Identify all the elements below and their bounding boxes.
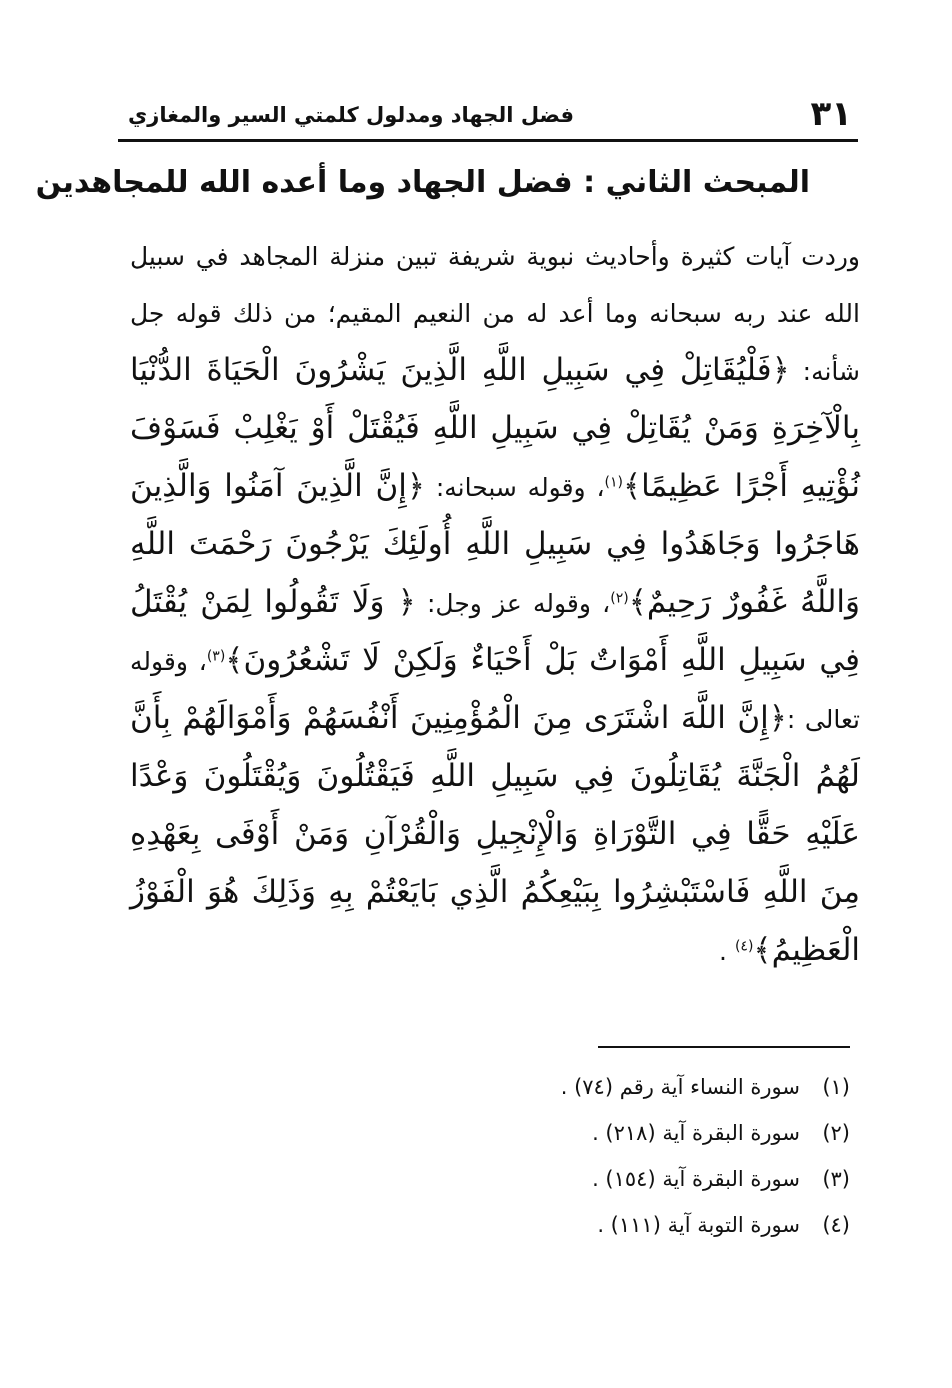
footnote-number: (٤)	[822, 1213, 850, 1237]
footnote-ref-4: (٤)	[734, 938, 754, 955]
footnote-text: سورة البقرة آية (٢١٨) .	[592, 1121, 800, 1145]
footnote-item	[420, 1064, 850, 1110]
quran-verse-3: ﴿ وَلَا تَقُولُوا لِمَنْ يُقْتَلُ فِي سَبِيلِ اللَّهِ أَمْوَاتٌ بَلْ أَحْيَاءٌ وَلَكِنْ لَا تَشْعُرُونَ﴾	[130, 584, 860, 678]
footnote-rule	[598, 1046, 850, 1048]
quran-verse-4: ﴿إِنَّ اللَّهَ اشْتَرَى مِنَ الْمُؤْمِنِينَ أَنْفُسَهُمْ وَأَمْوَالَهُمْ بِأَنَّ لَهُمُ الْجَنَّةَ يُقَاتِلُونَ فِي سَبِيلِ اللَّهِ فَيَقْتُلُونَ وَيُقْتَلُونَ وَعْدًا عَلَيْهِ حَقًّا فِي التَّوْرَاةِ وَالْإِنْجِيلِ وَالْقُرْآنِ وَمَنْ أَوْفَى بِعَهْدِهِ مِنَ اللَّهِ فَاسْتَبْشِرُوا بِبَيْعِكُمُ الَّذِي بَايَعْتُمْ بِهِ وَذَلِكَ هُوَ الْفَوْزُ الْعَظِيمُ﴾	[130, 700, 860, 968]
footnote-ref-1: (١)	[604, 474, 623, 491]
intro-text: وردت آيات كثيرة وأحاديث نبوية شريفة تبين منزلة المجاهد في سبيل الله عند ربه سبحانه وما أعد له من النعيم المقيم؛ من ذلك قوله جل شأنه:	[130, 242, 860, 386]
footnote-text: سورة التوبة آية (١١١) .	[597, 1213, 800, 1237]
quran-verse-1: ﴿فَلْيُقَاتِلْ فِي سَبِيلِ اللَّهِ الَّذِينَ يَشْرُونَ الْحَيَاةَ الدُّنْيَا بِالْآخِرَةِ وَمَنْ يُقَاتِلْ فِي سَبِيلِ اللَّهِ فَيُقْتَلْ أَوْ يَغْلِبْ فَسَوْفَ نُؤْتِيهِ أَجْرًا عَظِيمًا﴾	[130, 352, 860, 504]
closing-text: .	[719, 937, 735, 966]
section-heading: المبحث الثاني : فضل الجهاد وما أعده الله للمجاهدين	[35, 165, 810, 200]
header-rule	[118, 139, 858, 142]
footnote-ref-2: (٢)	[610, 590, 629, 607]
footnote-number: (٢)	[822, 1121, 850, 1145]
footnote-text: سورة البقرة آية (١٥٤) .	[592, 1167, 800, 1191]
connector-text-2: ، وقوله سبحانه:	[425, 473, 605, 502]
footnotes-list	[420, 1064, 850, 1248]
page-number: ٣١	[810, 94, 852, 134]
connector-text-3: ، وقوله عز وجل:	[415, 589, 611, 618]
footnote-ref-3: (٣)	[206, 648, 226, 665]
body-paragraph	[130, 228, 860, 980]
quran-verse-2: ﴿إِنَّ الَّذِينَ آمَنُوا وَالَّذِينَ هَاجَرُوا وَجَاهَدُوا فِي سَبِيلِ اللَّهِ أُولَئِكَ يَرْجُونَ رَحْمَتَ اللَّهِ وَاللَّهُ غَفُورٌ رَحِيمٌ﴾	[130, 468, 861, 620]
footnote-number: (٣)	[822, 1167, 850, 1191]
footnote-text: سورة النساء آية رقم (٧٤) .	[560, 1075, 800, 1099]
footnote-item	[420, 1110, 850, 1156]
footnote-item	[420, 1202, 850, 1248]
connector-text-4: ، وقوله تعالى :	[130, 647, 860, 734]
footnote-item	[420, 1156, 850, 1202]
running-header	[118, 92, 858, 136]
footnote-number: (١)	[822, 1075, 850, 1099]
running-title: فضل الجهاد ومدلول كلمتي السير والمغازي	[128, 103, 575, 127]
